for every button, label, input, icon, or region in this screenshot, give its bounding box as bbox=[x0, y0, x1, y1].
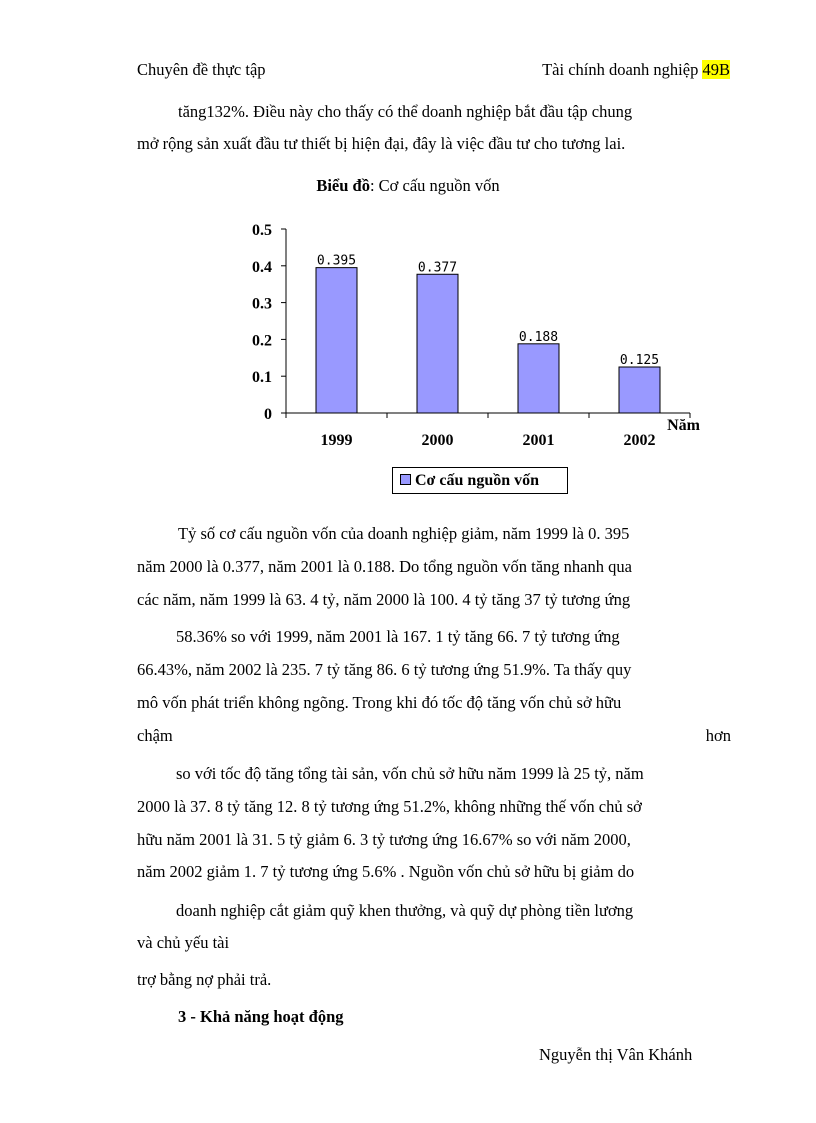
intro-line-2: mở rộng sản xuất đầu tư thiết bị hiện đại, đây là việc đầu tư cho tương lai. bbox=[137, 134, 626, 153]
body-line-1: Tỷ số cơ cấu nguồn vốn của doanh nghiệp giảm, năm 1999 là 0. 395 bbox=[178, 524, 630, 543]
x-axis-title: Năm bbox=[667, 417, 700, 434]
header-subject: Tài chính doanh nghiệp bbox=[542, 60, 699, 79]
body-line-8: so với tốc độ tăng tổng tài sản, vốn chủ sở hữu năm 1999 là 25 tỷ, năm bbox=[176, 764, 644, 783]
chart-legend bbox=[392, 467, 568, 494]
y-tick-label: 0.1 bbox=[252, 369, 272, 387]
chart-caption-label: Biểu đồ bbox=[316, 176, 370, 195]
y-tick-label: 0.5 bbox=[252, 222, 272, 239]
legend-label: Cơ cấu nguồn vốn bbox=[415, 472, 540, 489]
body-line-4: 58.36% so với 1999, năm 2001 là 167. 1 tỷ tăng 66. 7 tỷ tương ứng bbox=[176, 627, 620, 646]
bar-value-label: 0.125 bbox=[619, 353, 660, 368]
y-tick-label: 0.3 bbox=[252, 295, 272, 313]
y-tick-label: 0 bbox=[264, 406, 272, 423]
chart-caption bbox=[0, 176, 816, 196]
body-line-12: doanh nghiệp cắt giảm quỹ khen thưởng, và quỹ dự phòng tiền lương bbox=[176, 901, 634, 920]
body-line-11: năm 2002 giảm 1. 7 tỷ tương ứng 5.6% . Nguồn vốn chủ sở hữu bị giảm do bbox=[137, 862, 635, 881]
body-line-3: các năm, năm 1999 là 63. 4 tỷ, năm 2000 là 100. 4 tỷ tăng 37 tỷ tương ứng bbox=[137, 590, 631, 609]
bar-2001 bbox=[518, 344, 559, 413]
x-category-label: 2000 bbox=[421, 432, 454, 449]
chart-caption-text: : Cơ cấu nguồn vốn bbox=[369, 176, 500, 195]
body-line-5: 66.43%, năm 2002 là 235. 7 tỷ tăng 86. 6 tỷ tương ứng 51.9%. Ta thấy quy bbox=[137, 660, 632, 679]
body-line-2: năm 2000 là 0.377, năm 2001 là 0.188. Do tổng nguồn vốn tăng nhanh qua bbox=[137, 557, 632, 576]
author-name: Nguyễn thị Vân Khánh bbox=[539, 1045, 693, 1064]
bar-2000 bbox=[417, 274, 458, 413]
body-line-7: chậm hơn bbox=[137, 726, 731, 745]
x-category-label: 1999 bbox=[320, 432, 353, 449]
body-line-6: mô vốn phát triển không ngõng. Trong khi đó tốc độ tăng vốn chủ sở hữu bbox=[137, 693, 622, 712]
bar-2002 bbox=[619, 367, 660, 413]
body-line-13: và chủ yếu tài bbox=[137, 933, 230, 952]
y-tick-label: 0.2 bbox=[252, 332, 272, 350]
bar-value-label: 0.188 bbox=[518, 329, 559, 345]
body-line-9: 2000 là 37. 8 tỷ tăng 12. 8 tỷ tương ứng 51.2%, không những thế vốn chủ sở bbox=[137, 797, 642, 816]
body-line-10: hữu năm 2001 là 31. 5 tỷ giảm 6. 3 tỷ tương ứng 16.67% so với năm 2000, bbox=[137, 830, 631, 849]
body-line-14: trợ bằng nợ phải trả. bbox=[137, 970, 272, 989]
bar-value-label: 0.377 bbox=[417, 260, 458, 276]
section-heading: 3 - Khả năng hoạt động bbox=[178, 1007, 344, 1026]
bar-chart bbox=[230, 212, 710, 457]
intro-line-1: tăng132%. Điều này cho thấy có thể doanh nghiệp bắt đầu tập chung bbox=[178, 102, 633, 121]
x-category-label: 2001 bbox=[522, 432, 555, 449]
legend-swatch bbox=[400, 474, 411, 485]
bar-1999 bbox=[316, 268, 357, 413]
y-tick-label: 0.4 bbox=[252, 258, 272, 276]
bar-value-label: 0.395 bbox=[316, 253, 357, 269]
header-right-title bbox=[542, 60, 730, 80]
x-category-label: 2002 bbox=[623, 432, 656, 449]
header-left-title: Chuyên đề thực tập bbox=[137, 60, 266, 79]
header-class-highlight: 49B bbox=[702, 60, 730, 79]
